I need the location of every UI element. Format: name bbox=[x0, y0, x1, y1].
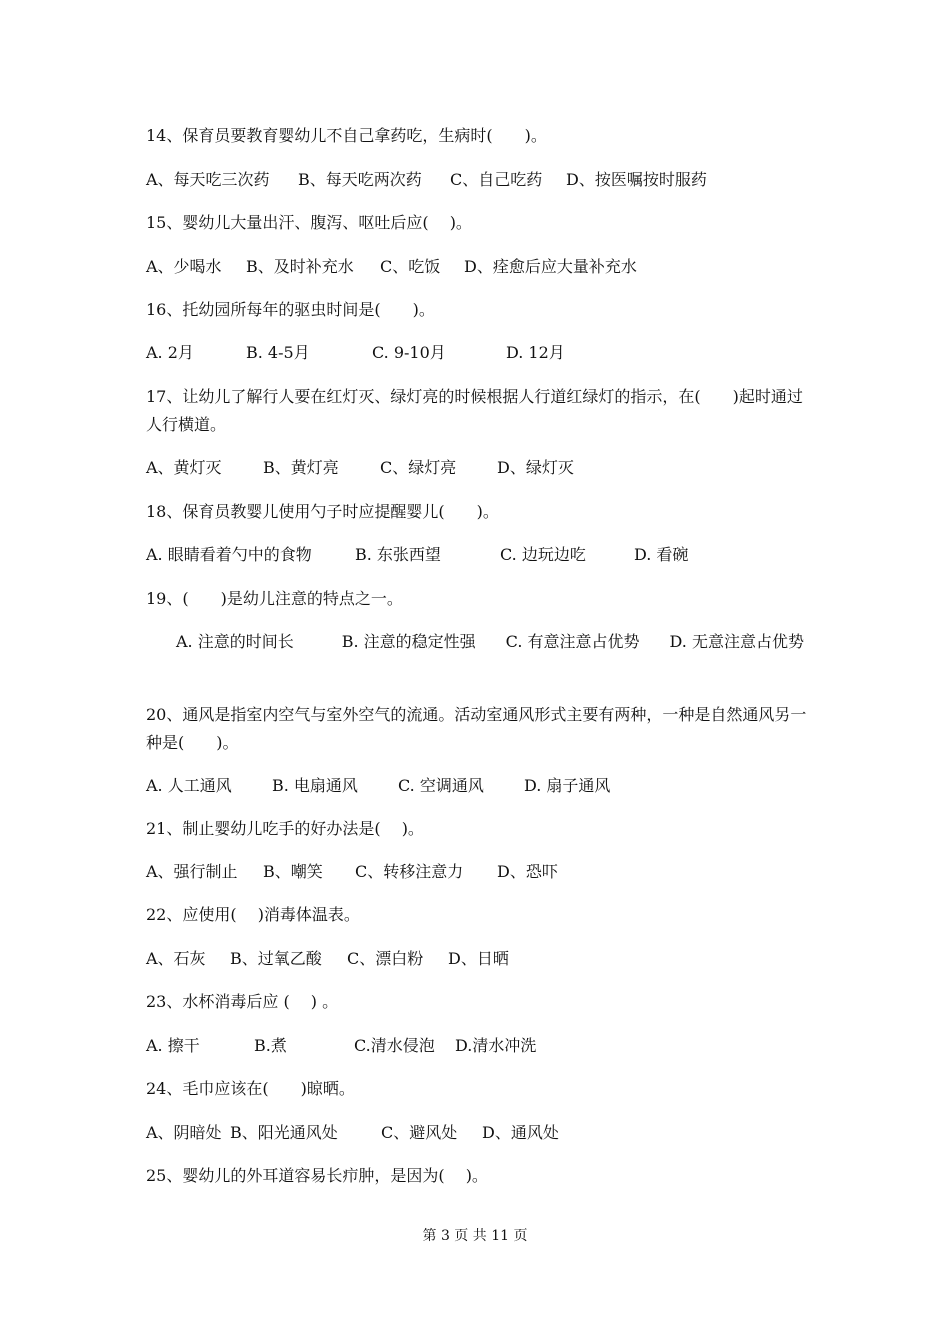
option-c: C、自己吃药 bbox=[450, 170, 543, 189]
options-15 bbox=[146, 253, 826, 281]
option-a: A. 注意的时间长 bbox=[176, 632, 294, 651]
question-18: 18、保育员教婴儿使用勺子时应提醒婴儿( )。 bbox=[146, 502, 499, 521]
options-21 bbox=[146, 858, 826, 886]
option-b: B、及时补充水 bbox=[246, 257, 354, 276]
option-d: D. 无意注意占优势 bbox=[669, 632, 804, 651]
question-14: 14、保育员要教育婴幼儿不自己拿药吃，生病时( )。 bbox=[146, 126, 547, 145]
option-d: D、日晒 bbox=[448, 949, 509, 968]
option-d: D.清水冲洗 bbox=[455, 1036, 537, 1055]
question-19: 19、( )是幼儿注意的特点之一。 bbox=[146, 589, 403, 608]
option-c: C、吃饭 bbox=[380, 257, 441, 276]
option-c: C、避风处 bbox=[381, 1123, 458, 1142]
option-a: A. 2月 bbox=[146, 343, 194, 362]
option-d: D、绿灯灭 bbox=[497, 458, 574, 477]
option-a: A、阴暗处 bbox=[146, 1123, 222, 1142]
option-c: C、漂白粉 bbox=[347, 949, 424, 968]
page-footer: 第 3 页 共 11 页 bbox=[422, 1228, 528, 1244]
question-25: 25、婴幼儿的外耳道容易长疖肿，是因为( )。 bbox=[146, 1166, 488, 1185]
option-a: A、少喝水 bbox=[146, 257, 222, 276]
option-a: A、黄灯灭 bbox=[146, 458, 222, 477]
options-17 bbox=[146, 454, 826, 482]
option-d: D、痊愈后应大量补充水 bbox=[464, 257, 637, 276]
question-17: 17、让幼儿了解行人要在红灯灭、绿灯亮的时候根据人行道红绿灯的指示，在( )起时通过人行横道。 bbox=[146, 387, 803, 434]
options-16 bbox=[146, 339, 826, 367]
question-20: 20、通风是指室内空气与室外空气的流通。活动室通风形式主要有两种，一种是自然通风另一种是( )。 bbox=[146, 705, 807, 752]
options-22 bbox=[146, 945, 826, 973]
option-b: B.煮 bbox=[254, 1036, 287, 1055]
option-b: B. 东张西望 bbox=[355, 545, 441, 564]
option-b: B、黄灯亮 bbox=[263, 458, 339, 477]
option-d: D. 看碗 bbox=[634, 545, 689, 564]
option-a: A. 擦干 bbox=[146, 1036, 200, 1055]
options-20 bbox=[146, 772, 826, 800]
options-24 bbox=[146, 1119, 826, 1147]
option-d: D. 12月 bbox=[506, 343, 565, 362]
question-16: 16、托幼园所每年的驱虫时间是( )。 bbox=[146, 300, 435, 319]
option-d: D、通风处 bbox=[482, 1123, 559, 1142]
options-14 bbox=[146, 166, 826, 194]
options-18 bbox=[146, 541, 826, 569]
option-b: B、嘲笑 bbox=[263, 862, 323, 881]
option-a: A、每天吃三次药 bbox=[146, 170, 270, 189]
question-23: 23、水杯消毒后应 ( ) 。 bbox=[146, 992, 339, 1011]
option-d: D、恐吓 bbox=[497, 862, 558, 881]
option-c: C. 边玩边吃 bbox=[500, 545, 586, 564]
option-a: A. 眼睛看着勺中的食物 bbox=[146, 545, 312, 564]
option-b: B、每天吃两次药 bbox=[298, 170, 422, 189]
option-c: C.清水侵泡 bbox=[354, 1036, 435, 1055]
option-d: D. 扇子通风 bbox=[524, 776, 611, 795]
options-23 bbox=[146, 1032, 826, 1060]
option-b: B. 电扇通风 bbox=[272, 776, 358, 795]
option-a: A. 人工通风 bbox=[146, 776, 232, 795]
option-c: C、绿灯亮 bbox=[380, 458, 457, 477]
option-c: C. 空调通风 bbox=[398, 776, 484, 795]
question-24: 24、毛巾应该在( )晾晒。 bbox=[146, 1079, 355, 1098]
option-a: A、石灰 bbox=[146, 949, 206, 968]
option-c: C、转移注意力 bbox=[355, 862, 464, 881]
question-22: 22、应使用( )消毒体温表。 bbox=[146, 905, 360, 924]
option-c: C. 9-10月 bbox=[372, 343, 446, 362]
option-b: B、阳光通风处 bbox=[230, 1123, 338, 1142]
option-d: D、按医嘱按时服药 bbox=[566, 170, 707, 189]
option-b: B. 4-5月 bbox=[246, 343, 310, 362]
option-b: B. 注意的稳定性强 bbox=[341, 632, 476, 651]
option-b: B、过氧乙酸 bbox=[230, 949, 322, 968]
options-19 bbox=[146, 628, 816, 656]
option-c: C. 有意注意占优势 bbox=[505, 632, 640, 651]
question-15: 15、婴幼儿大量出汗、腹泻、呕吐后应( )。 bbox=[146, 213, 472, 232]
question-21: 21、制止婴幼儿吃手的好办法是( )。 bbox=[146, 819, 424, 838]
option-a: A、强行制止 bbox=[146, 862, 238, 881]
